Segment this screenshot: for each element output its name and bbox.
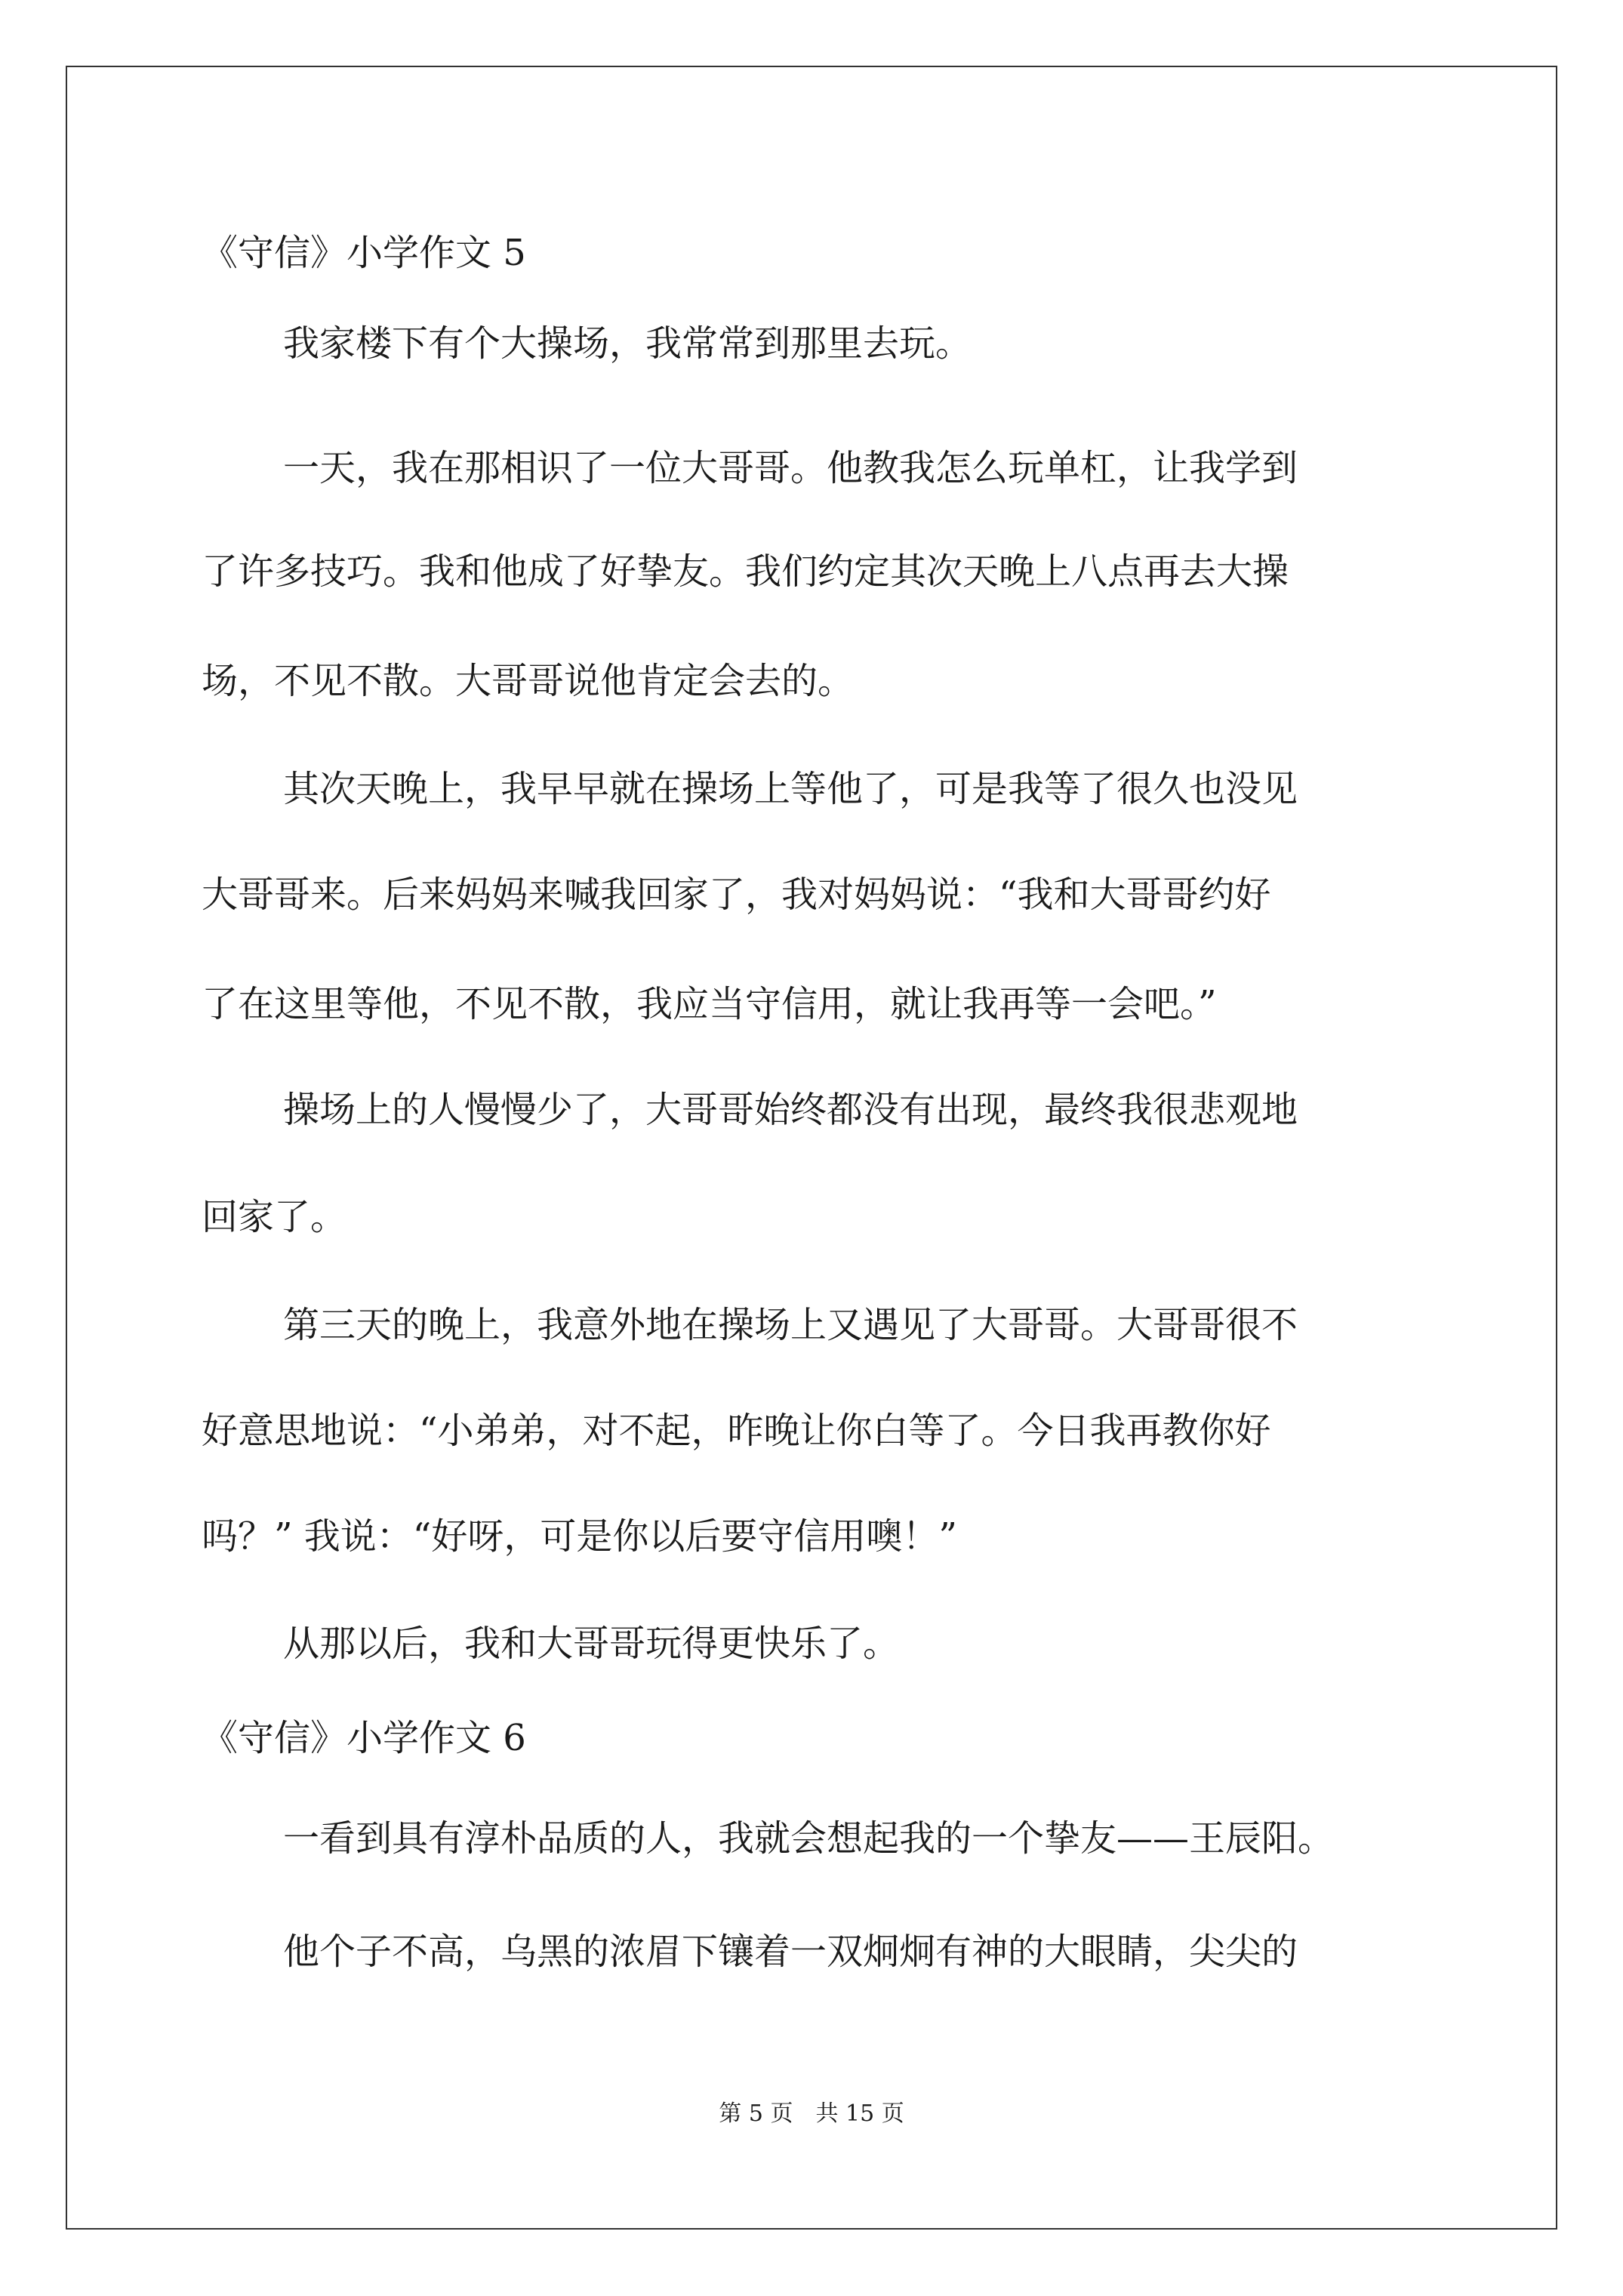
paragraph-line: 好意思地说：“小弟弟，对不起，昨晚让你白等了。今日我再教你好: [202, 1410, 1271, 1452]
paragraph-line: 其次天晚上，我早早就在操场上等他了，可是我等了很久也没见: [283, 768, 1298, 810]
paragraph-line: 第三天的晚上，我意外地在操场上又遇见了大哥哥。大哥哥很不: [283, 1304, 1298, 1346]
paragraph-line: 从那以后，我和大哥哥玩得更快乐了。: [283, 1623, 900, 1665]
paragraph-line: 场，不见不散。大哥哥说他肯定会去的。: [202, 660, 855, 702]
paragraph-line: 了许多技巧。我和他成了好挚友。我们约定其次天晚上八点再去大操: [202, 550, 1289, 593]
paragraph-line: 他个子不高，乌黑的浓眉下镶着一双炯炯有神的大眼睛，尖尖的: [283, 1931, 1298, 1973]
essay-title-6: 《守信》小学作文 6: [202, 1717, 526, 1759]
paragraph-line: 一天，我在那相识了一位大哥哥。他教我怎么玩单杠，让我学到: [283, 447, 1298, 489]
paragraph-line: 吗？” 我说：“好呀，可是你以后要守信用噢！”: [202, 1515, 957, 1558]
essay-title-5: 《守信》小学作文 5: [202, 232, 526, 274]
paragraph-line: 我家楼下有个大操场，我常常到那里去玩。: [283, 322, 972, 365]
paragraph-line: 操场上的人慢慢少了，大哥哥始终都没有出现，最终我很悲观地: [283, 1089, 1298, 1131]
page-number-footer: 第 5 页 共 15 页: [719, 2100, 904, 2127]
paragraph-line: 大哥哥来。后来妈妈来喊我回家了，我对妈妈说：“我和大哥哥约好: [202, 874, 1271, 916]
paragraph-line: 回家了。: [202, 1196, 347, 1238]
page-border: [66, 66, 1557, 2230]
paragraph-line: 了在这里等他，不见不散，我应当守信用，就让我再等一会吧。”: [202, 983, 1217, 1025]
paragraph-line: 一看到具有淳朴品质的人，我就会想起我的一个挚友——王辰阳。: [283, 1817, 1335, 1860]
